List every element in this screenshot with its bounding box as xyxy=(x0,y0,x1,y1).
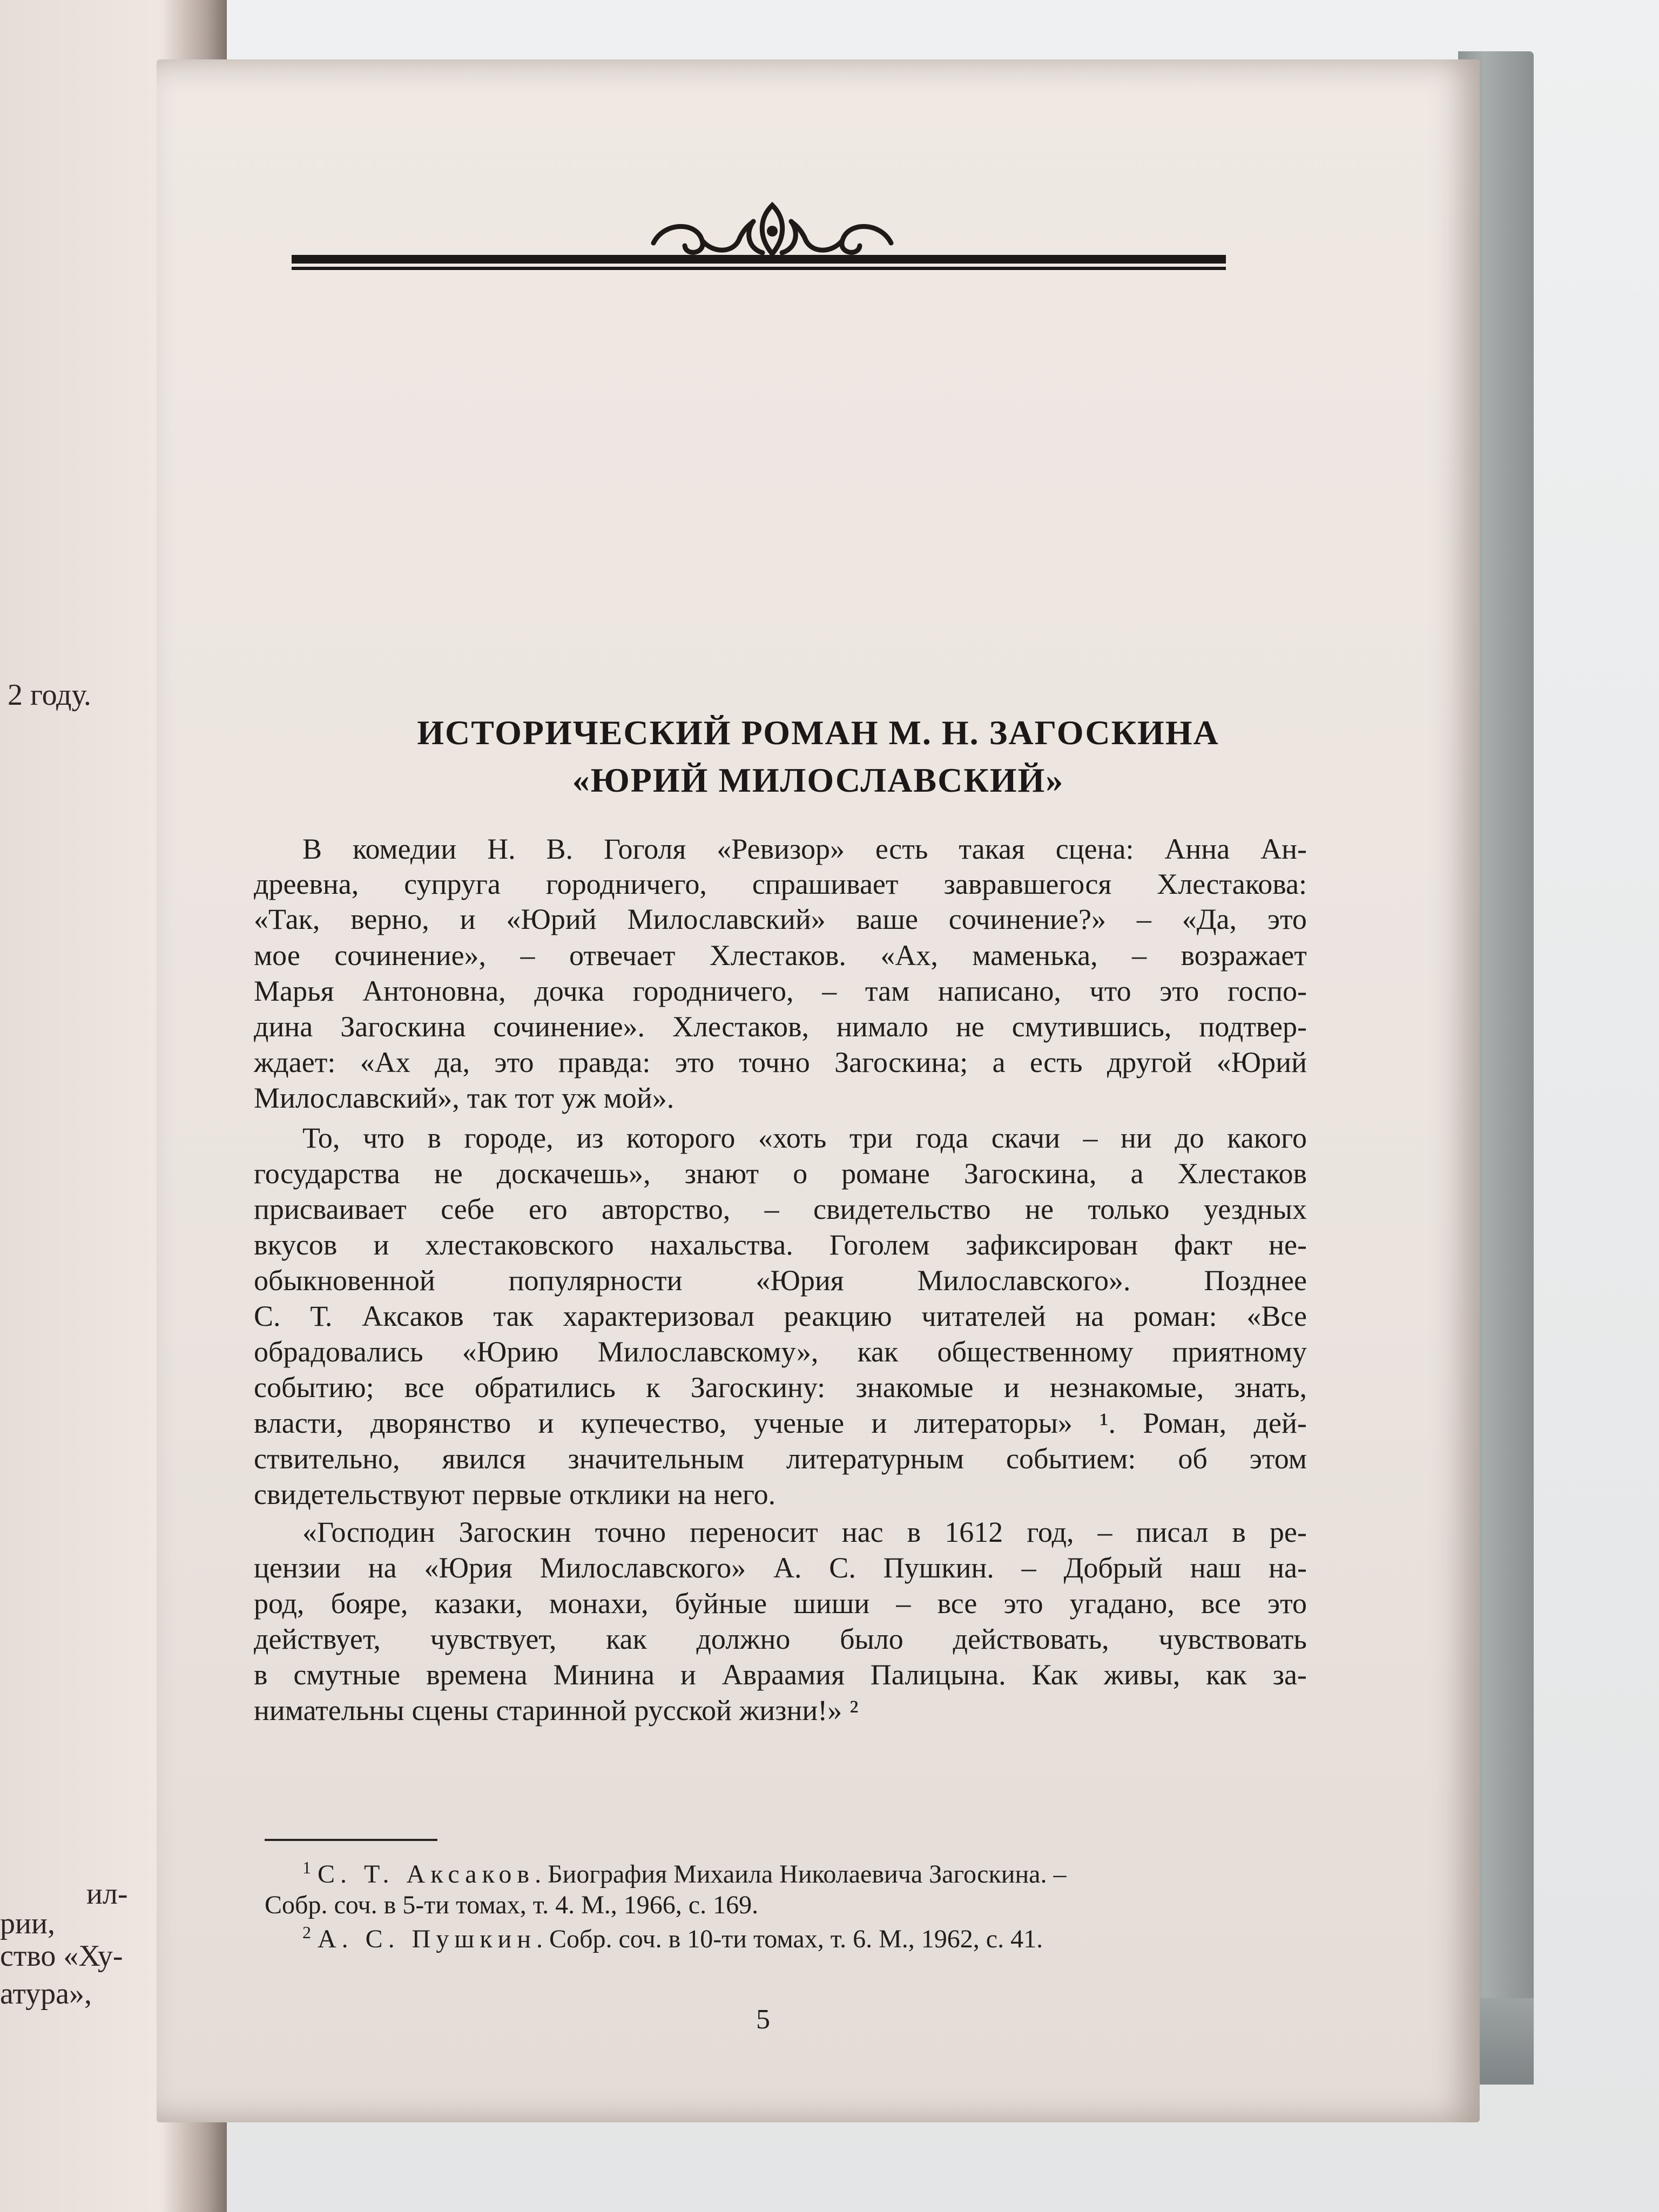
word: какого xyxy=(1227,1122,1307,1154)
word: это xyxy=(1267,1587,1307,1620)
word: сцены xyxy=(412,1694,489,1727)
word: «Юрий xyxy=(1216,1046,1307,1078)
word: купечество, xyxy=(581,1407,727,1439)
body-line xyxy=(254,1480,1307,1509)
word: года xyxy=(915,1122,969,1154)
word: ни xyxy=(1120,1122,1152,1154)
word: как xyxy=(857,1336,899,1368)
word: знакомые xyxy=(855,1371,974,1404)
word: тот xyxy=(515,1082,555,1114)
body-line xyxy=(254,1660,1307,1689)
left-page-text-3: ство «Ху- xyxy=(0,1939,123,1973)
body-line xyxy=(254,1230,1307,1259)
word: первые xyxy=(472,1478,562,1510)
footnote-2-mark: 2 xyxy=(302,1923,311,1942)
word: мой». xyxy=(603,1082,675,1114)
word: только xyxy=(1088,1193,1170,1225)
word: жизни!» xyxy=(739,1694,842,1727)
word: три xyxy=(849,1122,893,1154)
word: событием: xyxy=(1006,1442,1136,1475)
word: нас xyxy=(841,1516,884,1548)
body-line xyxy=(254,1195,1307,1224)
body-line xyxy=(254,1408,1307,1438)
word: не xyxy=(434,1157,463,1190)
footnote-divider xyxy=(265,1839,437,1841)
left-page-text-4: атура», xyxy=(0,1977,92,2011)
left-page-text-2a: рии, xyxy=(0,1907,55,1940)
word: Хлестакова: xyxy=(1157,868,1307,900)
word: Гоголем xyxy=(829,1229,930,1261)
word: «Да, xyxy=(1182,903,1237,935)
footnote-1 xyxy=(302,1858,1066,1889)
word: присваивает xyxy=(254,1193,407,1225)
word: завравшегося xyxy=(943,868,1112,900)
word: как xyxy=(606,1623,647,1655)
word: из xyxy=(576,1122,604,1154)
word: власти, xyxy=(254,1407,343,1439)
body-line xyxy=(254,1083,1307,1112)
word: зафиксирован xyxy=(966,1229,1138,1261)
word: и xyxy=(680,1658,696,1691)
word: в xyxy=(427,1122,441,1154)
word: «Все xyxy=(1246,1300,1307,1332)
word: Загоскина, xyxy=(963,1157,1097,1190)
word: Палицына. xyxy=(870,1658,1006,1691)
word: событию; xyxy=(254,1371,374,1404)
word: Загоскину: xyxy=(690,1371,826,1404)
word: Милославский» xyxy=(627,903,826,935)
word: Как xyxy=(1031,1658,1078,1691)
word: Роман, xyxy=(1143,1407,1227,1439)
body-line xyxy=(254,1301,1307,1331)
word: То, xyxy=(302,1122,340,1154)
word: уездных xyxy=(1203,1193,1307,1225)
left-page-text-1: 2 году. xyxy=(8,678,91,712)
word: точно xyxy=(595,1516,666,1548)
word: Милославский», xyxy=(254,1082,460,1114)
word: все xyxy=(1201,1587,1241,1620)
word: знают xyxy=(684,1157,759,1190)
word: об xyxy=(1178,1442,1208,1475)
body-line xyxy=(254,1373,1307,1402)
word: его xyxy=(528,1193,568,1225)
word: ждает: xyxy=(254,1046,336,1078)
word: угадано, xyxy=(1069,1587,1175,1620)
word: русской xyxy=(634,1694,732,1727)
word: Гоголя xyxy=(603,833,686,865)
body-line xyxy=(254,1518,1307,1547)
word: городничего, xyxy=(545,868,707,900)
word: литературным xyxy=(786,1442,965,1475)
word: до xyxy=(1175,1122,1204,1154)
word: Хлестаков, xyxy=(672,1010,809,1043)
word: должно xyxy=(696,1623,791,1655)
word: времена xyxy=(426,1658,528,1691)
word: «Ах, xyxy=(880,939,938,972)
word: маменька, xyxy=(972,939,1098,972)
word: роман: xyxy=(1133,1300,1217,1332)
word: Т. xyxy=(310,1300,333,1332)
word: доскачешь», xyxy=(496,1157,651,1190)
word: ученые xyxy=(753,1407,845,1439)
word: там xyxy=(865,975,910,1007)
word: – xyxy=(1097,1516,1112,1548)
word: о xyxy=(793,1157,808,1190)
word: «Так, xyxy=(254,903,320,935)
word: все xyxy=(937,1587,977,1620)
word: не- xyxy=(1269,1229,1307,1261)
word: все xyxy=(404,1371,444,1404)
word: возражает xyxy=(1181,939,1307,972)
word: ² xyxy=(849,1694,859,1727)
word: – xyxy=(520,939,535,972)
word: не xyxy=(955,1010,984,1043)
word: переносит xyxy=(690,1516,818,1548)
body-line xyxy=(254,1337,1307,1366)
word: В xyxy=(302,833,322,865)
body-line xyxy=(254,1159,1307,1188)
word: действовать, xyxy=(953,1623,1109,1655)
word: нахальства. xyxy=(650,1229,793,1261)
word: отклики xyxy=(569,1478,671,1510)
word: «хоть xyxy=(758,1122,827,1154)
left-page-text-2b: ил- xyxy=(86,1877,128,1911)
word: монахи, xyxy=(549,1587,649,1620)
word: чувствует, xyxy=(430,1623,557,1655)
word: на- xyxy=(1269,1552,1307,1584)
body-line xyxy=(254,1696,1307,1725)
word: бояре, xyxy=(331,1587,408,1620)
body-line xyxy=(254,1444,1307,1473)
word: значительным xyxy=(568,1442,744,1475)
word: приятному xyxy=(1172,1336,1307,1368)
word: факт xyxy=(1174,1229,1233,1261)
word: «Юрия xyxy=(424,1552,512,1584)
word: А. xyxy=(773,1552,802,1584)
word: смутные xyxy=(293,1658,401,1691)
word: Загоскина xyxy=(340,1010,466,1043)
word: подтвер- xyxy=(1199,1010,1307,1043)
word: 1612 xyxy=(945,1516,1003,1548)
word: дей- xyxy=(1253,1407,1307,1439)
word: есть xyxy=(1029,1046,1083,1078)
word: на xyxy=(678,1478,707,1510)
word: явился xyxy=(442,1442,526,1475)
word: Минина xyxy=(553,1658,655,1691)
word: буйные xyxy=(675,1587,767,1620)
word: Загоскина; xyxy=(834,1046,968,1078)
word: ¹. xyxy=(1100,1407,1116,1439)
word: общественному xyxy=(937,1336,1134,1368)
word: в xyxy=(254,1658,268,1691)
word: это xyxy=(494,1046,534,1078)
word: уж xyxy=(562,1082,596,1114)
footnote-2 xyxy=(302,1923,1043,1954)
word: сочинение». xyxy=(493,1010,645,1043)
word: популярности xyxy=(508,1264,683,1297)
word: обратились xyxy=(474,1371,616,1404)
word: это xyxy=(1003,1587,1043,1620)
word: спрашивает xyxy=(752,868,899,900)
word: действует, xyxy=(254,1623,381,1655)
word: себе xyxy=(441,1193,495,1225)
word: «Юрию xyxy=(462,1336,559,1368)
word: – xyxy=(822,975,837,1007)
body-line xyxy=(254,976,1307,1006)
word: – xyxy=(1132,939,1147,972)
word: литераторы» xyxy=(914,1407,1073,1439)
word: скачи xyxy=(991,1122,1060,1154)
word: год, xyxy=(1027,1516,1074,1548)
word: – xyxy=(1083,1122,1098,1154)
word: – xyxy=(764,1193,779,1225)
word: дочка xyxy=(534,975,604,1007)
word: вкусов xyxy=(254,1229,338,1261)
word: такая xyxy=(959,833,1025,865)
word: романе xyxy=(841,1157,930,1190)
footnote-2-text: . Собр. соч. в 10-ти томах, т. 6. М., 1962, с. 41. xyxy=(536,1925,1043,1953)
body-line xyxy=(254,941,1307,970)
word: Пушкин. xyxy=(883,1552,994,1584)
word: – xyxy=(896,1587,911,1620)
word: за- xyxy=(1272,1658,1307,1691)
word: так xyxy=(467,1082,508,1114)
body-line xyxy=(254,1012,1307,1041)
word: сочинение», xyxy=(334,939,487,972)
word: точно xyxy=(739,1046,810,1078)
word: этом xyxy=(1249,1442,1307,1475)
word: а xyxy=(1130,1157,1144,1190)
word: Аксаков xyxy=(362,1300,464,1332)
word: читателей xyxy=(921,1300,1046,1332)
word: Н. xyxy=(487,833,516,865)
word: которого xyxy=(626,1122,736,1154)
word: свидетельство xyxy=(813,1193,991,1225)
word: Ан- xyxy=(1260,833,1307,865)
word: и xyxy=(373,1229,389,1261)
word: комедии xyxy=(352,833,457,865)
word: «Юрий xyxy=(506,903,597,935)
word: ствительно, xyxy=(254,1442,400,1475)
word: обрадовались xyxy=(254,1336,423,1368)
word: «Юрия xyxy=(756,1264,844,1297)
body-line xyxy=(254,1553,1307,1582)
body-line xyxy=(254,869,1307,899)
body-line xyxy=(254,1123,1307,1152)
word: что xyxy=(1089,975,1131,1007)
word: в xyxy=(907,1516,921,1548)
word: В. xyxy=(546,833,574,865)
page-number: 5 xyxy=(756,2004,770,2035)
word: городничего, xyxy=(632,975,794,1007)
footnote-1-author: С. Т. Аксаков xyxy=(318,1860,535,1889)
word: – xyxy=(1136,903,1151,935)
word: на xyxy=(1075,1300,1104,1332)
word: Милославского» xyxy=(539,1552,746,1584)
word: – xyxy=(1021,1552,1036,1584)
word: госпо- xyxy=(1227,975,1307,1007)
word: в xyxy=(1232,1516,1246,1548)
word: «Господин xyxy=(302,1516,435,1548)
word: обыкновенной xyxy=(254,1264,435,1297)
word: так xyxy=(493,1300,534,1332)
footnote-1-text: . Биография Михаила Николаевича Загоскина. – xyxy=(535,1860,1067,1889)
word: Хлестаков. xyxy=(709,939,846,972)
body-line xyxy=(254,834,1307,864)
word: городе, xyxy=(464,1122,554,1154)
word: авторство, xyxy=(602,1193,731,1225)
word: «Ах xyxy=(360,1046,410,1078)
word: Марья xyxy=(254,975,334,1007)
word: мое xyxy=(254,939,300,972)
word: и xyxy=(1003,1371,1020,1404)
word: ре- xyxy=(1269,1516,1307,1548)
word: него. xyxy=(714,1478,776,1510)
word: казаки, xyxy=(434,1587,523,1620)
article-title: ИСТОРИЧЕСКИЙ РОМАН М. Н. ЗАГОСКИНА xyxy=(417,713,1219,752)
word: не xyxy=(1025,1193,1054,1225)
word: дреевна, xyxy=(254,868,359,900)
word: нимательны xyxy=(254,1694,404,1727)
word: и xyxy=(460,903,476,935)
word: живы, xyxy=(1103,1658,1181,1691)
word: Хлестаков xyxy=(1177,1157,1307,1190)
word: Милославского». xyxy=(917,1264,1131,1297)
word: как xyxy=(1206,1658,1247,1691)
word: правда: xyxy=(558,1046,651,1078)
word: сцена: xyxy=(1055,833,1134,865)
word: отвечает xyxy=(569,939,676,972)
word: Милославскому», xyxy=(597,1336,819,1368)
word: старинной xyxy=(496,1694,627,1727)
word: это xyxy=(1267,903,1307,935)
footnote-2-author: А. С. Пушкин xyxy=(318,1925,536,1953)
word: знать, xyxy=(1234,1371,1307,1404)
word: реакцию xyxy=(784,1300,892,1332)
footnote-1-continuation: Собр. соч. в 5-ти томах, т. 4. М., 1966, с. 169. xyxy=(265,1891,759,1919)
word: и xyxy=(871,1407,887,1439)
word: это xyxy=(675,1046,714,1078)
word: нимало xyxy=(836,1010,928,1043)
word: к xyxy=(646,1371,660,1404)
word: наш xyxy=(1190,1552,1242,1584)
word: супруга xyxy=(404,868,501,900)
word: свидетельствуют xyxy=(254,1478,465,1510)
word: и xyxy=(538,1407,554,1439)
word: характеризовал xyxy=(563,1300,754,1332)
word: хлестаковского xyxy=(425,1229,614,1261)
body-line xyxy=(254,905,1307,934)
word: верно, xyxy=(350,903,429,935)
footnote-1-mark: 1 xyxy=(302,1858,311,1877)
word: это xyxy=(1159,975,1199,1007)
decorative-rule xyxy=(292,254,1226,273)
word: ваше xyxy=(856,903,918,935)
word: шиши xyxy=(793,1587,870,1620)
word: сочинение?» xyxy=(948,903,1106,935)
word: дина xyxy=(254,1010,313,1043)
word: было xyxy=(840,1623,903,1655)
word: что xyxy=(362,1122,404,1154)
word: незнакомые, xyxy=(1050,1371,1204,1404)
word: на xyxy=(368,1552,397,1584)
word: да, xyxy=(435,1046,470,1078)
article-subtitle: «ЮРИЙ МИЛОСЛАВСКИЙ» xyxy=(572,761,1064,799)
word: С. xyxy=(254,1300,281,1332)
word: смутившись, xyxy=(1011,1010,1172,1043)
word: чувствовать xyxy=(1158,1623,1307,1655)
word: Анна xyxy=(1164,833,1230,865)
word: есть xyxy=(875,833,928,865)
word: государства xyxy=(254,1157,400,1190)
word: Позднее xyxy=(1204,1264,1307,1297)
word: написано, xyxy=(938,975,1061,1007)
word: Добрый xyxy=(1063,1552,1163,1584)
word: дворянство xyxy=(370,1407,511,1439)
word: писал xyxy=(1136,1516,1209,1548)
word: цензии xyxy=(254,1552,341,1584)
word: Загоскин xyxy=(458,1516,571,1548)
word: другой xyxy=(1107,1046,1192,1078)
body-line xyxy=(254,1589,1307,1618)
body-line xyxy=(254,1266,1307,1295)
word: Авраамия xyxy=(721,1658,845,1691)
word: С. xyxy=(829,1552,856,1584)
word: род, xyxy=(254,1587,305,1620)
word: а xyxy=(992,1046,1006,1078)
word: «Ревизор» xyxy=(717,833,845,865)
body-line xyxy=(254,1624,1307,1654)
body-line xyxy=(254,1048,1307,1077)
word: Антоновна, xyxy=(362,975,506,1007)
